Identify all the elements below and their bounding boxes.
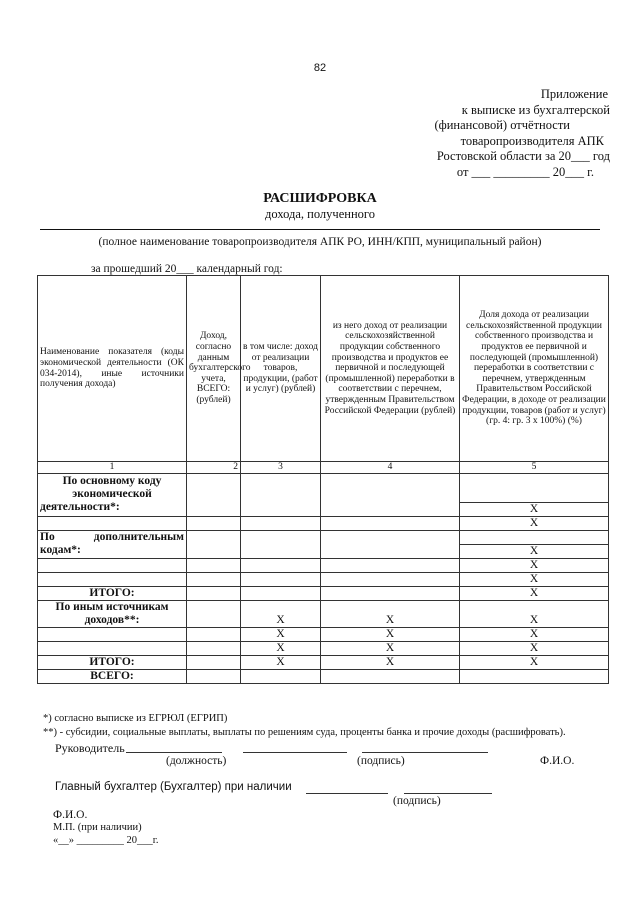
document-subtitle: дохода, полученного — [265, 207, 375, 221]
table-row — [38, 559, 609, 573]
cell[interactable] — [241, 559, 321, 573]
cell[interactable] — [321, 669, 460, 683]
cell[interactable] — [321, 517, 460, 531]
row-label-main-code: По основному коду экономической деятельности*: — [38, 474, 187, 517]
appendix-line: к выписке из бухгалтерской — [461, 102, 610, 117]
accountant-fio-line[interactable] — [404, 793, 492, 794]
header-agri-income: из него доход от реализации сельскохозяйственной продукции собственного производства и продуктов ее первичной и последующей (промышленной) переработки в соответствии с перечнем, утвержденным Правительством Российской Федерации (рублей) — [321, 276, 460, 462]
appendix-line: Приложение — [540, 87, 608, 101]
cell[interactable] — [321, 531, 460, 559]
cell[interactable] — [241, 669, 321, 683]
column-number: 2 — [187, 462, 241, 474]
header-agri-share: Доля дохода от реализации сельскохозяйственной продукции собственного производства и продуктов ее первичной и последующей (промышленной) переработки в соответствии с перечнем, утвержденным Правительством Российской Федерации, в доходе от реализации продукции, товаров (работ и услуг) (гр. 4: гр. 3 х 100%) (%) — [460, 276, 609, 462]
cell-x: X — [460, 573, 609, 587]
cell[interactable] — [187, 531, 241, 559]
cell-x: X — [460, 503, 609, 517]
table-row — [38, 641, 609, 655]
cell[interactable] — [187, 669, 241, 683]
appendix-line: Ростовской области за 20___ год — [436, 149, 610, 163]
cell-x: X — [460, 587, 609, 601]
table-row-grand-total — [38, 669, 609, 683]
column-number: 5 — [460, 462, 609, 474]
cell[interactable] — [460, 474, 609, 503]
table-row — [38, 517, 609, 531]
accountant-signature-line[interactable] — [306, 793, 388, 794]
cell[interactable] — [38, 559, 187, 573]
appendix-line: товаропроизводителя АПК — [460, 133, 604, 148]
column-number: 4 — [321, 462, 460, 474]
cell[interactable] — [38, 573, 187, 587]
cell[interactable] — [187, 601, 241, 628]
appendix-line: (финансовой) отчётности — [434, 118, 570, 132]
fio-line[interactable] — [362, 752, 488, 753]
table-row — [38, 474, 609, 503]
period-text: за прошедший 20___ календарный год: — [91, 263, 283, 275]
cell[interactable] — [241, 587, 321, 601]
header-income-total: Доход, согласно данным бухгалтерского учета, ВСЕГО: (рублей) — [187, 276, 241, 462]
cell[interactable] — [187, 517, 241, 531]
cell[interactable] — [321, 587, 460, 601]
fio-2: Ф.И.О. — [53, 809, 88, 821]
header-sales-income: в том числе: доход от реализации товаров, продукции, (работ и услуг) (рублей) — [241, 276, 321, 462]
document-title: РАСШИФРОВКА — [263, 191, 377, 206]
cell[interactable] — [460, 669, 609, 683]
footnote-1: *) согласно выписке из ЕГРЮЛ (ЕГРИП) — [43, 713, 228, 724]
position-caption: (должность) — [166, 755, 227, 767]
income-table — [37, 275, 609, 684]
fio-caption: Ф.И.О. — [540, 755, 575, 767]
cell-x: X — [321, 627, 460, 641]
appendix-block — [390, 87, 610, 180]
cell[interactable] — [187, 627, 241, 641]
column-number: 3 — [241, 462, 321, 474]
cell-x: X — [460, 545, 609, 559]
cell[interactable] — [241, 531, 321, 559]
cell-x: X — [460, 627, 609, 641]
cell-x: X — [460, 641, 609, 655]
row-label-other-sources: По иным источникам доходов**: — [38, 601, 187, 628]
cell[interactable] — [38, 627, 187, 641]
cell-x: X — [321, 641, 460, 655]
accountant-label: Главный бухгалтер (Бухгалтер) при наличии — [55, 781, 292, 793]
footnote-2: **) - субсидии, социальные выплаты, выплаты по решениям суда, проценты банка и прочие доходы (расшифровать). — [43, 727, 566, 738]
cell-x: X — [241, 641, 321, 655]
date-line: «__» _________ 20___г. — [53, 835, 159, 846]
row-label-additional-codes: По дополнительным кодам*: — [38, 531, 187, 559]
table-row — [38, 531, 609, 545]
producer-name-caption: (полное наименование товаропроизводителя АПК РО, ИНН/КПП, муниципальный район) — [98, 236, 542, 248]
cell-x: X — [460, 559, 609, 573]
cell[interactable] — [187, 474, 241, 517]
signature-caption: (подпись) — [357, 755, 405, 767]
cell[interactable] — [187, 587, 241, 601]
cell[interactable] — [241, 573, 321, 587]
cell[interactable] — [38, 517, 187, 531]
cell-x: X — [460, 601, 609, 628]
cell-x: X — [241, 627, 321, 641]
table-header-row — [38, 276, 609, 462]
row-label-total2: ИТОГО: — [38, 655, 187, 669]
cell-x: X — [321, 601, 460, 628]
cell-x: X — [460, 517, 609, 531]
appendix-line: от ___ _________ 20___ г. — [456, 164, 594, 179]
cell[interactable] — [187, 641, 241, 655]
cell-x: X — [460, 655, 609, 669]
table-row — [38, 573, 609, 587]
cell[interactable] — [38, 641, 187, 655]
cell[interactable] — [460, 531, 609, 545]
producer-name-line[interactable] — [40, 229, 600, 230]
cell[interactable] — [187, 559, 241, 573]
signature-line[interactable] — [243, 752, 347, 753]
row-label-total: ИТОГО: — [38, 587, 187, 601]
cell-x: X — [241, 601, 321, 628]
cell-x: X — [241, 655, 321, 669]
column-numbers-row — [38, 462, 609, 474]
column-number: 1 — [38, 462, 187, 474]
cell[interactable] — [187, 573, 241, 587]
cell[interactable] — [321, 559, 460, 573]
cell[interactable] — [321, 573, 460, 587]
cell[interactable] — [241, 474, 321, 517]
head-label: Руководитель — [55, 741, 125, 755]
stamp-note: М.П. (при наличии) — [53, 822, 142, 833]
row-label-grand-total: ВСЕГО: — [38, 669, 187, 683]
signature-caption-2: (подпись) — [393, 795, 441, 807]
table-row — [38, 627, 609, 641]
table-row-total — [38, 587, 609, 601]
header-indicator-name: Наименование показателя (коды экономической деятельности (ОК 034-2014), иные источники получения дохода) — [38, 276, 187, 462]
page-number: 82 — [313, 62, 327, 74]
table-row-total — [38, 655, 609, 669]
cell-x: X — [321, 655, 460, 669]
cell[interactable] — [241, 517, 321, 531]
position-line[interactable] — [126, 752, 222, 753]
cell[interactable] — [321, 474, 460, 517]
cell[interactable] — [187, 655, 241, 669]
